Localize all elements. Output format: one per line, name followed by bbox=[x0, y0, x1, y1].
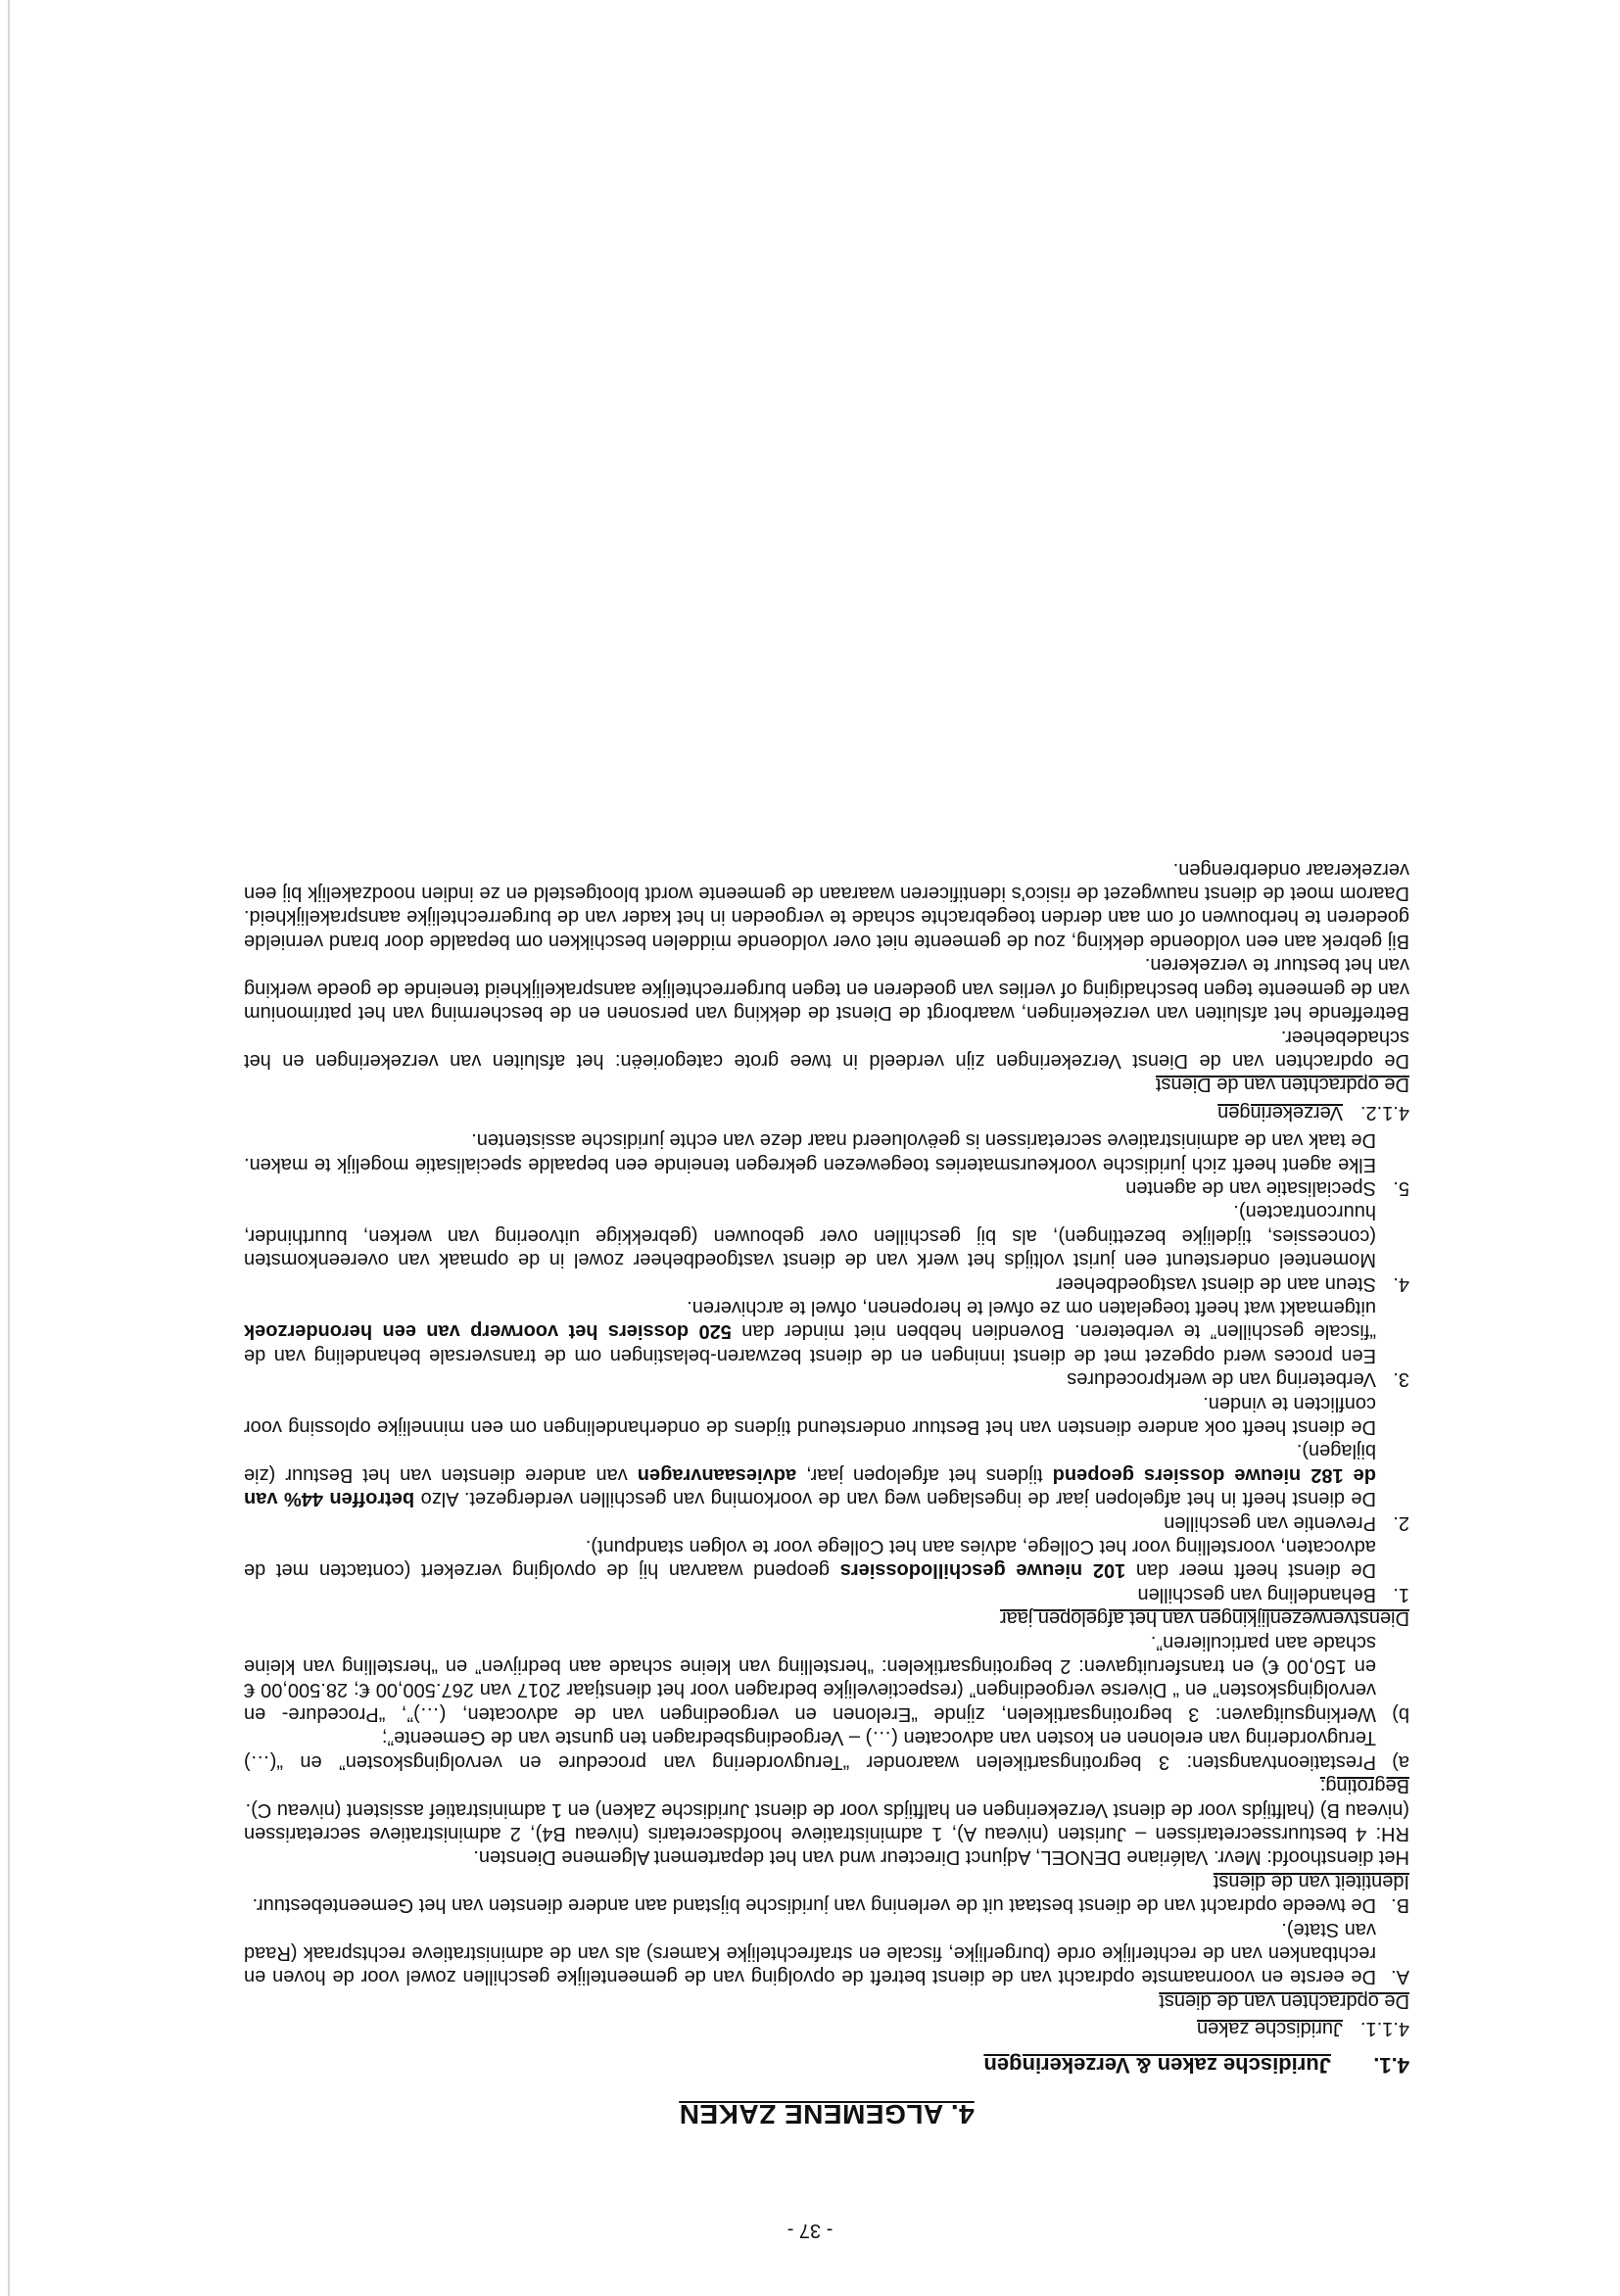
opdrachten-dienst-heading: De opdrachten van de Dienst bbox=[1155, 1074, 1409, 1096]
item-4-text: Momenteel ondersteunt een jurist voltijds het werk van de dienst vastgoedbeheer zowel in de opmaak van overeenkomsten (concessies, tijdelijke bezettingen), als bij geschillen over gebouwen (gebrekkige uitvoering van werken, buurthinder, huurcontracten). bbox=[244, 1201, 1376, 1271]
opdrachten-heading: De opdrachten van de dienst bbox=[1159, 1989, 1409, 2012]
item-2-text bbox=[244, 1439, 1409, 1510]
page-content bbox=[244, 857, 1409, 2159]
bold-run: betroffen 44% van de 182 nieuwe dossiers geopend bbox=[243, 1463, 1376, 1510]
text-run: Een proces werd opgezet met de dienst inningen en de dienst bezwaren-belastingen om de transversale behandeling van de “fiscale geschillen” te verbeteren. Bovendien hebben niet minder dan bbox=[244, 1320, 1376, 1366]
chapter-title: 4. ALGEMENE ZAKEN bbox=[679, 2099, 975, 2129]
item-5-text: Elke agent heeft zich juridische voorkeursmateries toegewezen gekregen teneinde een bepaalde specialisatie mogelijk te maken. De taak van de administratieve secretarissen is geëvolueerd naar deze van echte juridische assistenten. bbox=[244, 1129, 1376, 1175]
list-label: 3. bbox=[1393, 1368, 1409, 1391]
subsection-heading-verzekeringen bbox=[244, 1100, 1409, 1124]
list-label: A. bbox=[1391, 1966, 1409, 1988]
text-run: De dienst heeft meer dan bbox=[1125, 1559, 1376, 1582]
subsection-heading-juridische-zaken bbox=[244, 2017, 1409, 2040]
text-run: geopend waarvan hij de opvolging verzekert (contacten met de advocaten, voorstelling voor het College, advies aan het College voor te volgen standpunt). bbox=[243, 1536, 1376, 1582]
item-2-text-2: De dienst heeft ook andere diensten van het Bestuur ondersteund tijdens de onderhandelingen om een minnelijke oplossing voor conflicten te vinden. bbox=[244, 1392, 1376, 1439]
bold-run: 520 dossiers het voorwerp van een heronderzoek bbox=[243, 1320, 732, 1343]
item-3-title bbox=[244, 1367, 1409, 1391]
paragraph-b bbox=[244, 1893, 1409, 1917]
verzekeringen-paragraph-3: Bij gebrek aan een voldoende dekking, zou de gemeente niet over voldoende middelen beschikken om bepaalde door brand vernielde goederen te herbouwen of om aan derden toegebrachte schade te vergoeden in het kader van de burgerrechtelijke aansprakelijkheid. Daarom moet de dienst nauwgezet de risico's identificeren waaraan de gemeente wordt blootgesteld en ze indien noodzakelijk bij een verzekeraar onderbrengen. bbox=[244, 858, 1409, 952]
list-label: 4. bbox=[1393, 1272, 1409, 1295]
bold-run: 102 nieuwe geschillodossiers bbox=[839, 1559, 1126, 1582]
text-run: uitgemaakt wat heeft toegelaten om ze ofwel te heropenen, ofwel te archiveren. bbox=[687, 1297, 1376, 1318]
list-label: b) bbox=[1392, 1702, 1409, 1725]
item-1-text bbox=[244, 1535, 1409, 1583]
list-label: 5. bbox=[1393, 1176, 1409, 1199]
section-heading bbox=[244, 2052, 1409, 2076]
subsection-title: Verzekeringen bbox=[1217, 1101, 1343, 1124]
verwezenlijkingen-heading: Dienstverwezenlijkingen van het afgelopen jaar bbox=[999, 1607, 1409, 1630]
item-title: Verbetering van de werkprocedures bbox=[1067, 1368, 1376, 1391]
list-label: B. bbox=[1391, 1894, 1409, 1917]
page-number: - 37 - bbox=[786, 2220, 834, 2241]
item-title: Specialisatie van de agenten bbox=[1125, 1176, 1376, 1199]
item-4-title bbox=[244, 1271, 1409, 1295]
section-title: Juridische zaken & Verzekeringen bbox=[983, 2052, 1331, 2078]
section-number: 4.1. bbox=[1373, 2052, 1409, 2078]
budget-item-b bbox=[244, 1630, 1409, 1726]
text-run: De dienst heeft in het afgelopen jaar de ingeslagen weg van de voorkoming van geschillen verdergezet. Alzo bbox=[414, 1488, 1376, 1510]
budget-item-a bbox=[244, 1726, 1409, 1774]
item-2-title bbox=[244, 1510, 1409, 1534]
item-title: Behandeling van geschillen bbox=[1137, 1583, 1376, 1605]
identiteit-text: Het diensthoofd: Mevr. Valériane DENOEL, Adjunct Directeur wnd van het departement Algemene Diensten. bbox=[473, 1846, 1409, 1869]
text-run: van andere diensten van het Bestuur (zie bijlagen). bbox=[243, 1440, 1376, 1486]
item-5-title bbox=[244, 1176, 1409, 1200]
paragraph-text: De eerste en voornaamste opdracht van de dienst betreft de opvolging van de gemeentelijke geschillen zowel voor de hoven en rechtbanken van de rechterlijke orde (burgerlijke, fiscale en strafrechtelijke Kamers) als van de administratieve rechtspraak (Raad van State). bbox=[244, 1918, 1376, 1988]
verzekeringen-paragraph-2: Betreffende het afsluiten van verzekeringen, waarborgt de Dienst de dekking van personen en de bescherming van het patrimonium van de gemeente tegen beschadiging of verlies van goederen en tegen burgerrechtelijke aansprakelijkheid teneinde de goede werking van het bestuur te verzekeren. bbox=[244, 954, 1409, 1025]
subsection-number: 4.1.2. bbox=[1359, 1101, 1409, 1124]
list-label: a) bbox=[1392, 1750, 1409, 1773]
paragraph-text: Werkingsuitgaven: 3 begrotingsartikelen, zijnde “Erelonen en vergoedingen van de advocaten, (…)”, “Procedure- en vervolgingskosten” en “ Diverse vergoedingen” (respectievelijke bedragen voor het dienstjaar 2017 van 267.500,00 €; 28.500,00 € en 150,00 €) en transferuitgaven: 2 begrotingsartikelen: “herstelling van kleine schade aan bedrijven” en “herstelling van kleine schade aan particulieren”. bbox=[244, 1631, 1376, 1725]
subsection-number: 4.1.1. bbox=[1359, 2018, 1409, 2040]
list-label: 1. bbox=[1393, 1583, 1409, 1605]
list-label: 2. bbox=[1393, 1511, 1409, 1534]
paragraph-text: De tweede opdracht van de dienst bestaat uit de verlening van juridische bijstand aan andere diensten van het Gemeentebestuur. bbox=[252, 1894, 1376, 1917]
paragraph-text: Prestatieontvangsten: 3 begrotingsartikelen waaronder “Terugvordering van procedure en vervolgingskosten” en “(…) Terugvordering van erelonen en kosten van advocaten (…) – Vergoedingsbedragen ten gunste van de Gemeente”; bbox=[244, 1727, 1376, 1773]
item-title: Steun aan de dienst vastgoedbeheer bbox=[1056, 1272, 1376, 1295]
begroting-heading: Begroting: bbox=[1319, 1775, 1409, 1797]
text-run: tijdens het afgelopen jaar, bbox=[796, 1463, 1053, 1486]
identiteit-heading: Identiteit van de dienst bbox=[1213, 1870, 1409, 1892]
bold-run: adviesaanvragen bbox=[637, 1463, 797, 1486]
item-1-title bbox=[244, 1582, 1409, 1605]
item-3-text bbox=[244, 1296, 1409, 1367]
paragraph-a bbox=[244, 1917, 1409, 1988]
item-title: Preventie van geschillen bbox=[1164, 1511, 1376, 1534]
subsection-title: Juridische zaken bbox=[1197, 2018, 1343, 2040]
rh-text: RH: 4 bestuurssecretarissen – Juristen (niveau A), 1 administratieve hoofdsecretaris (niveau B4), 2 administratieve secretarissen (niveau B) (halftijds voor de dienst Verzekeringen en halftijds voor de dienst Juridische Zaken) en 1 administratief assistent (niveau C). bbox=[244, 1798, 1409, 1844]
verzekeringen-paragraph-1: De opdrachten van de Dienst Verzekeringen zijn verdeeld in twee grote categorieën: het afsluiten van verzekeringen en het schadebeheer. bbox=[244, 1026, 1409, 1072]
